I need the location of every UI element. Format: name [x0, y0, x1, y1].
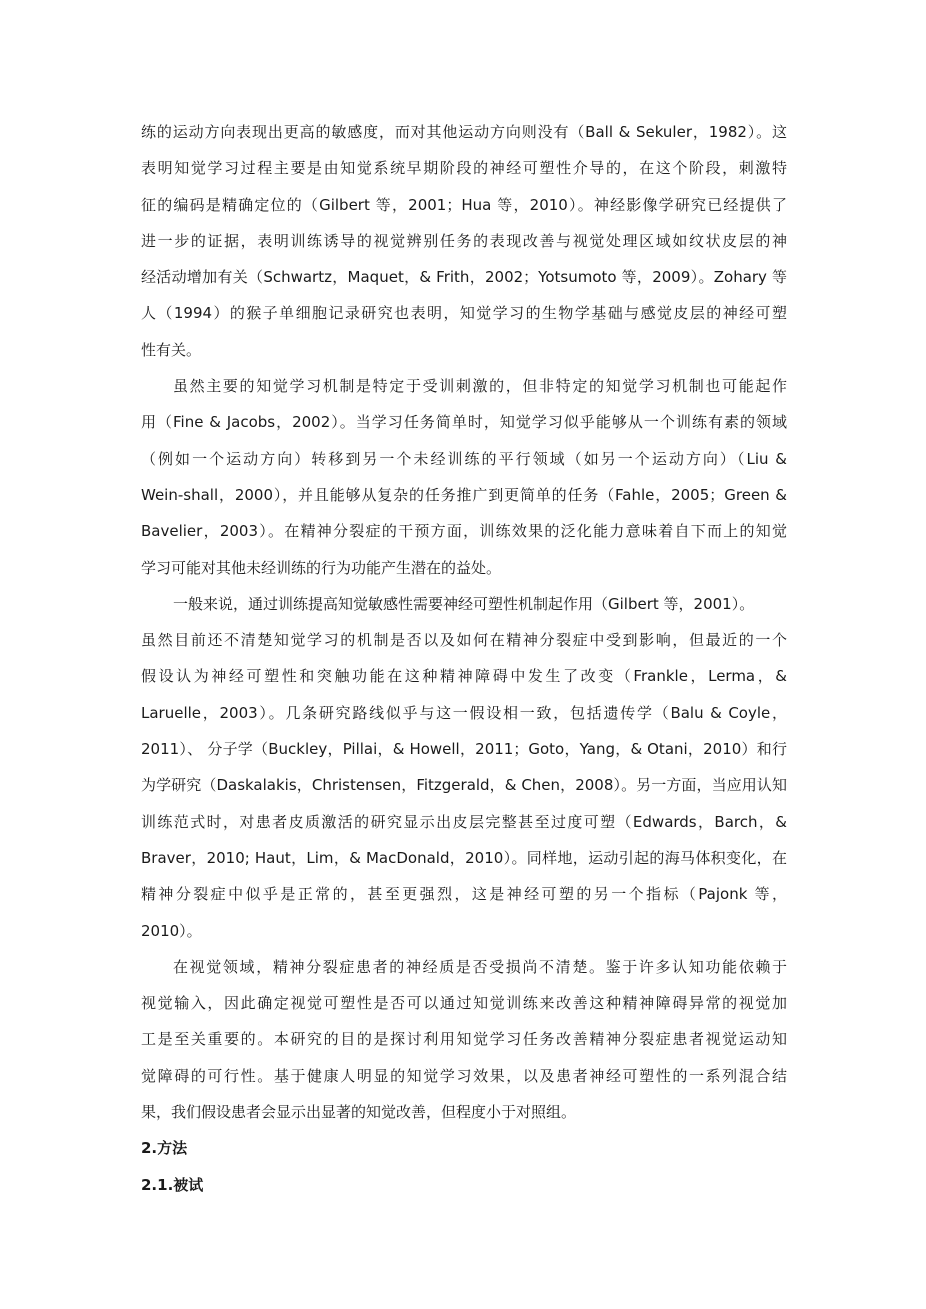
text-line: 工是至关重要的。本研究的目的是探讨利用知觉学习任务改善精神分裂症患者视觉运动知	[141, 1030, 787, 1049]
text-line: Bavelier，2003）。在精神分裂症的干预方面，训练效果的泛化能力意味着自下而上的知觉	[141, 522, 787, 541]
text-line: 为学研究（Daskalakis，Christensen，Fitzgerald，& Chen，2008）。另一方面，当应用认知	[141, 776, 787, 795]
text-line: 视觉输入，因此确定视觉可塑性是否可以通过知觉训练来改善这种精神障碍异常的视觉加	[141, 994, 787, 1013]
text-line: 表明知觉学习过程主要是由知觉系统早期阶段的神经可塑性介导的，在这个阶段，刺激特	[141, 159, 787, 178]
text-line: Laruelle，2003）。几条研究路线似乎与这一假设相一致，包括遗传学（Balu & Coyle，	[141, 703, 787, 722]
text-line: 果，我们假设患者会显示出显著的知觉改善，但程度小于对照组。	[141, 1103, 577, 1122]
text-line: 2011）、 分子学（Buckley，Pillai，& Howell，2011；Goto，Yang，& Otani，2010）和行	[141, 740, 787, 759]
text-line: （例如一个运动方向）转移到另一个未经训练的平行领域（如另一个运动方向）（Liu &	[141, 449, 787, 468]
text-line: 学习可能对其他未经训练的行为功能产生潜在的益处。	[141, 558, 502, 577]
paragraph-1	[141, 114, 787, 368]
text-line: 用（Fine & Jacobs，2002）。当学习任务简单时，知觉学习似乎能够从一个训练有素的领域	[141, 413, 787, 432]
text-line: 觉障碍的可行性。基于健康人明显的知觉学习效果，以及患者神经可塑性的一系列混合结	[141, 1066, 787, 1085]
text-line: 训练范式时，对患者皮质激活的研究显示出皮层完整甚至过度可塑（Edwards，Barch，&	[141, 812, 787, 831]
text-line: 进一步的证据，表明训练诱导的视觉辨别任务的表现改善与视觉处理区域如纹状皮层的神	[141, 231, 787, 250]
text-line: 经活动增加有关（Schwartz，Maquet，& Frith，2002；Yotsumoto 等，2009）。Zohary 等	[141, 268, 787, 287]
text-line: 练的运动方向表现出更高的敏感度，而对其他运动方向则没有（Ball & Sekuler，1982）。这	[141, 123, 787, 141]
paragraph-2	[141, 368, 787, 586]
text-line: Wein-shall，2000），并且能够从复杂的任务推广到更简单的任务（Fahle，2005；Green &	[141, 485, 787, 504]
text-line: 精神分裂症中似乎是正常的，甚至更强烈，这是神经可塑的另一个指标（Pajonk 等，	[141, 885, 787, 904]
section-heading: 2.方法	[141, 1139, 188, 1158]
subsection-heading: 2.1.被试	[141, 1175, 204, 1194]
text-line: 征的编码是精确定位的（Gilbert 等，2001；Hua 等，2010）。神经影像学研究已经提供了	[141, 195, 787, 214]
text-line: 性有关。	[141, 340, 202, 359]
text-line: Braver，2010; Haut，Lim，& MacDonald，2010）。同样地，运动引起的海马体积变化，在	[141, 848, 787, 867]
paragraph-4	[141, 949, 787, 1130]
text-line: 一般来说，通过训练提高知觉敏感性需要神经可塑性机制起作用（Gilbert 等，2001）。	[173, 594, 755, 613]
text-line: 假设认为神经可塑性和突触功能在这种精神障碍中发生了改变（Frankle，Lerma，&	[141, 667, 787, 686]
text-line: 在视觉领域，精神分裂症患者的神经质是否受损尚不清楚。鉴于许多认知功能依赖于	[173, 957, 787, 976]
text-line: 2010）。	[141, 921, 202, 940]
document-body	[141, 114, 787, 1203]
text-line: 人（1994）的猴子单细胞记录研究也表明，知觉学习的生物学基础与感觉皮层的神经可塑	[141, 304, 787, 323]
text-line: 虽然目前还不清楚知觉学习的机制是否以及如何在精神分裂症中受到影响，但最近的一个	[141, 631, 787, 650]
paragraph-3	[141, 586, 787, 949]
text-line: 虽然主要的知觉学习机制是特定于受训刺激的，但非特定的知觉学习机制也可能起作	[173, 377, 787, 396]
